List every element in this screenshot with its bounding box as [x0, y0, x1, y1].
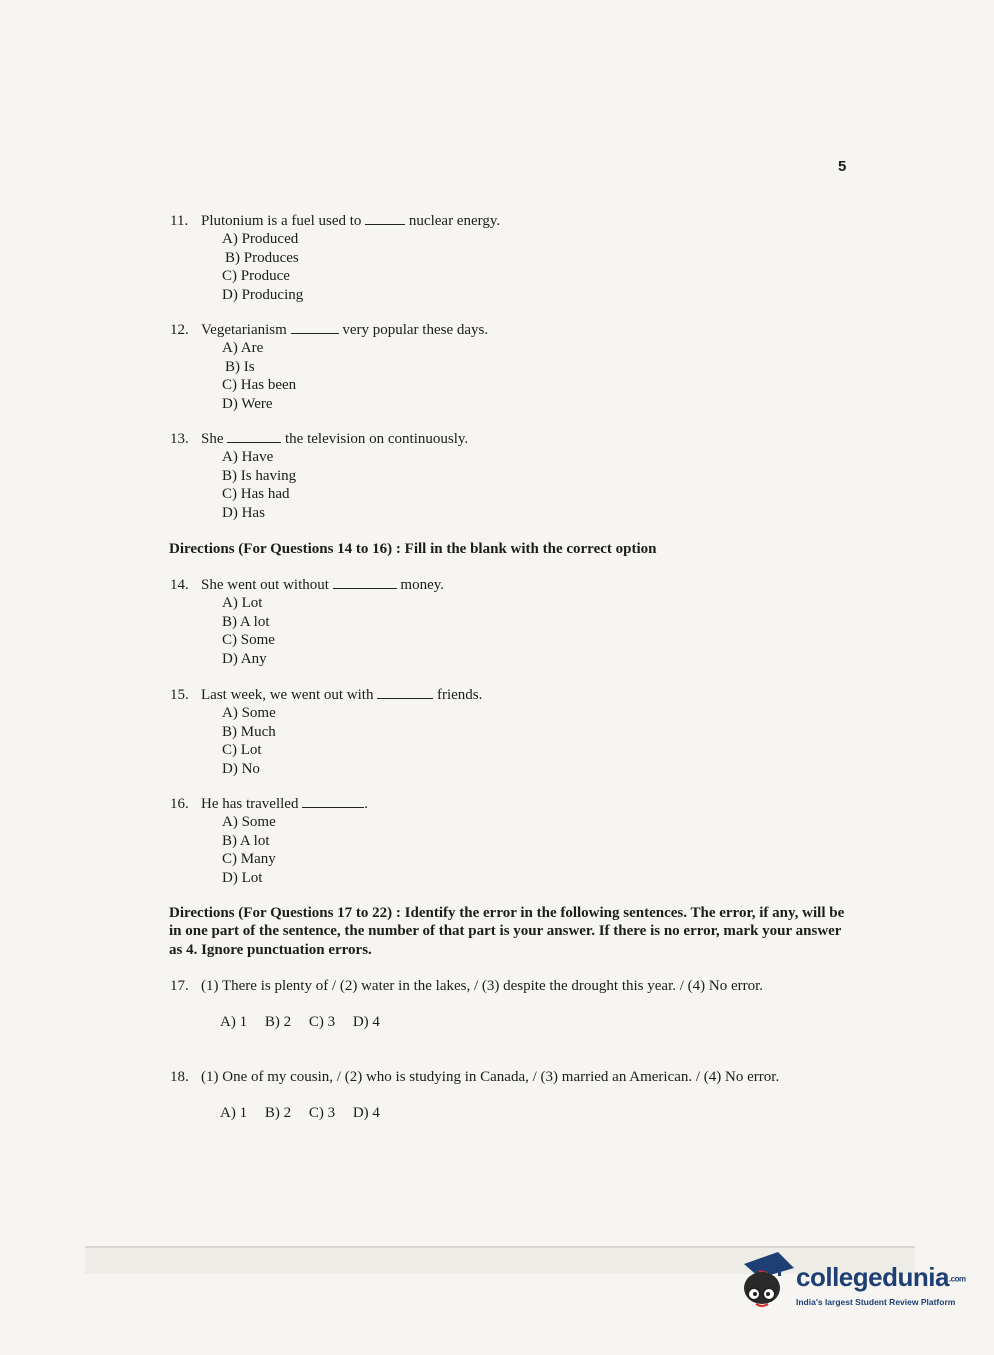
answer-blank — [302, 795, 364, 808]
option-c: C) Has been — [222, 377, 297, 394]
question-number: 14. — [170, 577, 189, 593]
page-number: 5 — [838, 158, 847, 175]
question-text: She — [201, 431, 224, 447]
logo-suffix: .com — [948, 1274, 966, 1284]
answer-blank — [377, 686, 433, 699]
option-d: D) Lot — [222, 869, 263, 886]
option-a: A) Produced — [222, 231, 299, 248]
question-text: Last week, we went out with — [201, 687, 374, 703]
option-c: C) Some — [222, 632, 275, 649]
question-text: Vegetarianism — [201, 322, 287, 338]
option-d: D) Were — [222, 395, 273, 412]
option-b: B) Much — [222, 723, 276, 740]
question-16 — [170, 795, 368, 887]
option-d: D) No — [222, 760, 260, 777]
answer-blank — [365, 212, 405, 225]
answer-b: B) 2 — [264, 1105, 292, 1121]
answer-c: C) 3 — [308, 1014, 336, 1030]
option-c: C) Many — [222, 851, 276, 868]
question-text-end: . — [364, 796, 368, 812]
option-a: A) Lot — [222, 595, 263, 612]
question-number: 13. — [170, 431, 189, 447]
option-a: A) Some — [222, 705, 276, 722]
option-b: B) A lot — [222, 613, 270, 630]
option-c: C) Has had — [222, 486, 290, 503]
question-text-end: money. — [400, 577, 445, 593]
question-15 — [170, 686, 482, 778]
question-text-end: very popular these days. — [342, 322, 489, 338]
question-number: 12. — [170, 322, 189, 338]
question-text-end: friends. — [436, 687, 483, 703]
collegedunia-logo[interactable] — [738, 1250, 966, 1320]
option-a: A) Have — [222, 449, 274, 466]
question-text: He has travelled — [201, 796, 299, 812]
answer-options-17 — [220, 1014, 394, 1031]
option-c: C) Produce — [222, 268, 290, 285]
question-number: 11. — [170, 213, 189, 229]
answer-d: D) 4 — [352, 1105, 380, 1121]
question-text: Plutonium is a fuel used to — [201, 213, 362, 229]
question-number: 18. — [170, 1069, 189, 1085]
question-number: 15. — [170, 687, 189, 703]
question-11 — [170, 212, 500, 304]
option-d: D) Producing — [222, 286, 304, 303]
answer-blank — [291, 321, 339, 334]
directions-14-16: Directions (For Questions 14 to 16) : Fill in the blank with the correct option — [169, 541, 657, 557]
answer-d: D) 4 — [352, 1014, 380, 1030]
directions-17-22: Directions (For Questions 17 to 22) : Identify the error in the following sentences. The error, if any, will be in one part of the sentence, the number of that part is your answer. If there is no error, mark your answer as 4. Ignore punctuation errors. — [169, 905, 845, 958]
option-d: D) Any — [222, 650, 267, 667]
answer-a: A) 1 — [220, 1105, 248, 1121]
answer-c: C) 3 — [308, 1105, 336, 1121]
option-c: C) Lot — [222, 742, 262, 759]
answer-blank — [333, 576, 397, 589]
answer-b: B) 2 — [264, 1014, 292, 1030]
question-text-end: nuclear energy. — [408, 213, 501, 229]
mascot-icon — [738, 1250, 796, 1314]
question-14 — [170, 576, 444, 668]
question-text-end: the television on continuously. — [285, 431, 469, 447]
question-17 — [170, 977, 763, 995]
logo-wordmark: collegedunia.com — [796, 1262, 966, 1292]
question-13 — [170, 430, 468, 522]
option-a: A) Some — [222, 814, 276, 831]
logo-tagline: India's largest Student Review Platform — [796, 1297, 956, 1307]
answer-a: A) 1 — [220, 1014, 248, 1030]
option-b: B) Produces — [225, 249, 299, 266]
answer-options-18 — [220, 1105, 394, 1122]
question-text: (1) One of my cousin, / (2) who is studying in Canada, / (3) married an American. / (4) No error. — [201, 1069, 780, 1085]
question-text: (1) There is plenty of / (2) water in the lakes, / (3) despite the drought this year. / (4) No error. — [201, 978, 764, 994]
option-b: B) Is — [225, 358, 255, 375]
question-text: She went out without — [201, 577, 329, 593]
option-b: B) A lot — [222, 832, 270, 849]
option-d: D) Has — [222, 504, 265, 521]
question-12 — [170, 321, 488, 413]
question-18 — [170, 1068, 779, 1086]
option-b: B) Is having — [222, 467, 297, 484]
option-a: A) Are — [222, 340, 264, 357]
question-number: 16. — [170, 796, 189, 812]
question-number: 17. — [170, 978, 189, 994]
answer-blank — [227, 430, 281, 443]
